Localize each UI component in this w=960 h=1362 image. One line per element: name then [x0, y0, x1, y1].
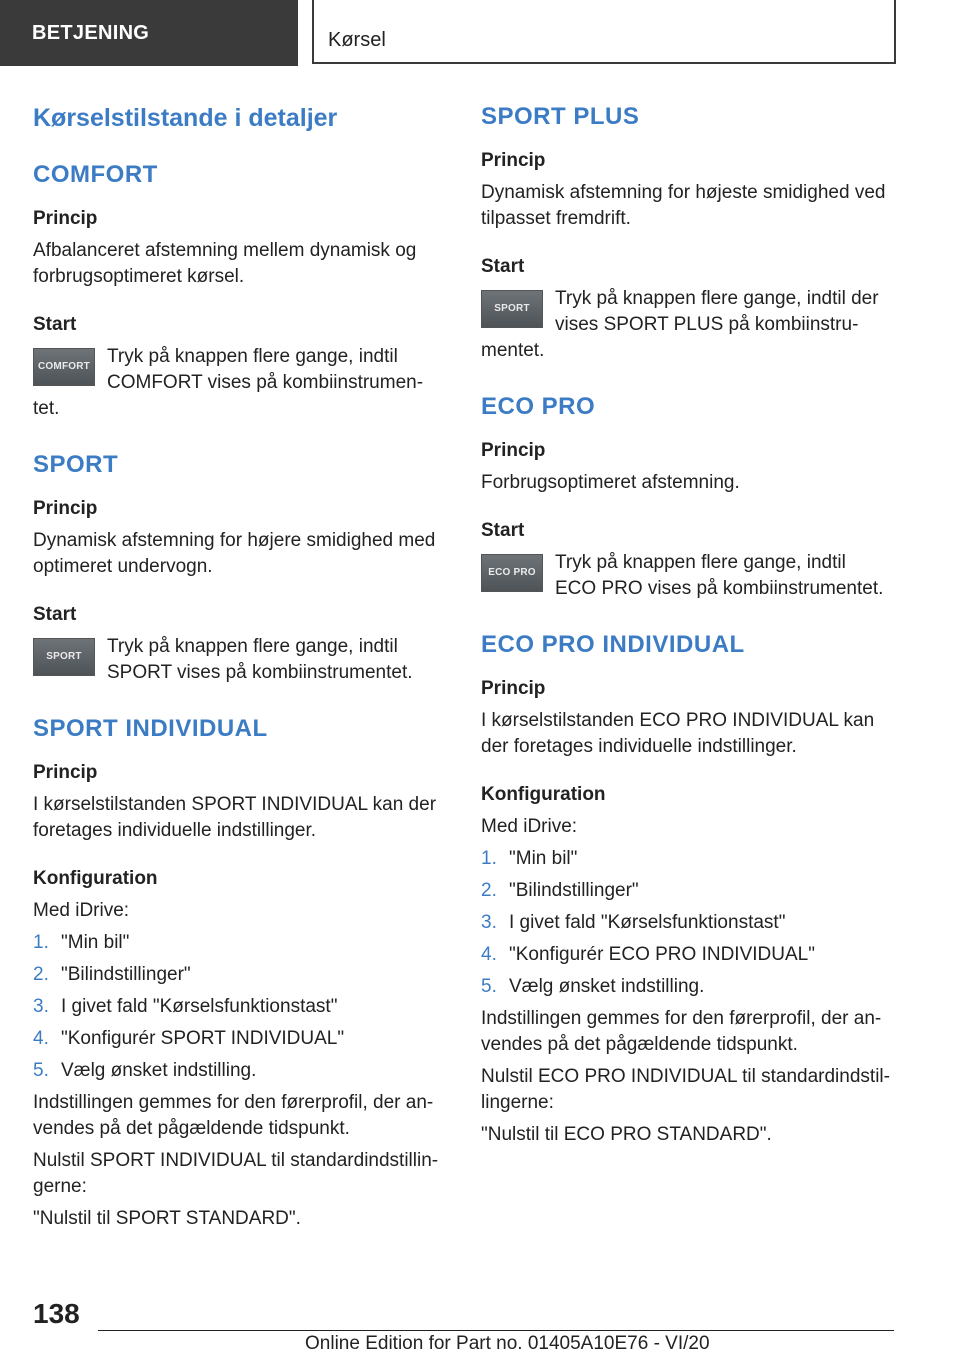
list-item: 3. I givet fald "Kørselsfunktionstast": [481, 912, 786, 933]
chapter-tab: Kørsel: [312, 0, 896, 64]
eco-pro-princip-label: Princip: [481, 440, 546, 461]
eco-pro-individual-config-label: Konfiguration: [481, 784, 606, 805]
sport-individual-section: [33, 712, 443, 1232]
comfort-start: [33, 344, 443, 422]
list-item: 1. "Min bil": [481, 848, 578, 869]
sport-title: SPORT: [33, 451, 119, 478]
sport-plus-princip-label: Princip: [481, 150, 546, 171]
comfort-title: COMFORT: [33, 161, 158, 188]
sport-button-icon: SPORT: [33, 638, 95, 676]
page-header: [0, 0, 960, 66]
list-item: 2. "Bilindstillinger": [33, 964, 191, 985]
list-item: 2. "Bilindstillinger": [481, 880, 639, 901]
comfort-princip-text: Afbalanceret afstemning mellem dynamisk og forbrugsoptimeret kørsel.: [33, 240, 417, 287]
sport-individual-princip-text: I kørselstilstanden SPORT INDIVIDUAL kan der foretages individuelle indstillinger.: [33, 794, 437, 841]
sport-princip-text: Dynamisk afstemning for højere smidighed med optimeret undervogn.: [33, 530, 436, 577]
section-tab: BETJENING: [0, 0, 298, 66]
eco-pro-individual-config-intro: Med iDrive:: [481, 816, 578, 837]
sport-individual-note-3: "Nulstil til SPORT STANDARD".: [33, 1208, 301, 1229]
comfort-button-icon: COMFORT: [33, 348, 95, 386]
eco-pro-individual-princip-text: I kørselstilstanden ECO PRO INDIVIDUAL kan der foretages individuelle indstillinger.: [481, 710, 875, 757]
eco-pro-individual-note-2: Nulstil ECO PRO INDIVIDUAL til standardindstil-lingerne:: [481, 1066, 890, 1113]
eco-pro-individual-note-1: Indstillingen gemmes for den førerprofil, der an-vendes på det pågældende tidspunkt.: [481, 1008, 882, 1055]
eco-pro-individual-title: ECO PRO INDIVIDUAL: [481, 631, 745, 658]
page-number: 138: [33, 1298, 80, 1329]
comfort-section: [33, 158, 443, 422]
sport-individual-note-1: Indstillingen gemmes for den førerprofil, der an-vendes på det pågældende tidspunkt.: [33, 1092, 434, 1139]
list-item: 5. Vælg ønsket indstilling.: [33, 1060, 257, 1081]
eco-pro-start-text: Tryk på knappen flere gange, indtil ECO PRO vises på kombiinstrumentet.: [555, 552, 884, 599]
sport-princip-label: Princip: [33, 498, 98, 519]
footer-divider: [98, 1330, 894, 1331]
sport-individual-config-label: Konfiguration: [33, 868, 158, 889]
eco-pro-title: ECO PRO: [481, 393, 596, 420]
sport-individual-note-2: Nulstil SPORT INDIVIDUAL til standardindstillin-gerne:: [33, 1150, 439, 1197]
sport-start-text: Tryk på knappen flere gange, indtil SPORT vises på kombiinstrumentet.: [107, 636, 413, 683]
page-title: Kørselstilstande i detaljer: [33, 104, 338, 132]
comfort-start-text: Tryk på knappen flere gange, indtil COMFORT vises på kombiinstrumen-tet.: [33, 346, 424, 419]
sport-plus-princip-text: Dynamisk afstemning for højeste smidighed ved tilpasset fremdrift.: [481, 182, 886, 229]
sport-start: [33, 634, 443, 686]
sport-individual-princip-label: Princip: [33, 762, 98, 783]
left-column: [33, 100, 443, 1238]
right-column: [481, 100, 891, 1154]
sport-individual-title: SPORT INDIVIDUAL: [33, 715, 268, 742]
eco-pro-start: [481, 550, 891, 602]
sport-plus-start: [481, 286, 891, 364]
eco-pro-section: [481, 390, 891, 602]
list-item: 4. "Konfigurér ECO PRO INDIVIDUAL": [481, 944, 815, 965]
footer-edition: Online Edition for Part no. 01405A10E76 - VI/20: [305, 1333, 710, 1354]
comfort-start-label: Start: [33, 314, 77, 335]
sport-start-label: Start: [33, 604, 77, 625]
sport-individual-config-intro: Med iDrive:: [33, 900, 130, 921]
eco-pro-individual-steps: [481, 846, 891, 1000]
list-item: 5. Vælg ønsket indstilling.: [481, 976, 705, 997]
sport-section: [33, 448, 443, 686]
sport-plus-section: [481, 100, 891, 364]
sport-plus-start-text: Tryk på knappen flere gange, indtil der vises SPORT PLUS på kombiinstru-mentet.: [481, 288, 879, 361]
list-item: 3. I givet fald "Kørselsfunktionstast": [33, 996, 338, 1017]
list-item: 1. "Min bil": [33, 932, 130, 953]
sport-individual-steps: [33, 930, 443, 1084]
eco-pro-individual-note-3: "Nulstil til ECO PRO STANDARD".: [481, 1124, 772, 1145]
eco-pro-princip-text: Forbrugsoptimeret afstemning.: [481, 472, 740, 493]
eco-pro-individual-section: [481, 628, 891, 1148]
comfort-princip-label: Princip: [33, 208, 98, 229]
list-item: 4. "Konfigurér SPORT INDIVIDUAL": [33, 1028, 345, 1049]
sport-plus-start-label: Start: [481, 256, 525, 277]
sport-plus-button-icon: SPORT: [481, 290, 543, 328]
eco-pro-button-icon: ECO PRO: [481, 554, 543, 592]
sport-plus-title: SPORT PLUS: [481, 103, 640, 130]
eco-pro-start-label: Start: [481, 520, 525, 541]
eco-pro-individual-princip-label: Princip: [481, 678, 546, 699]
